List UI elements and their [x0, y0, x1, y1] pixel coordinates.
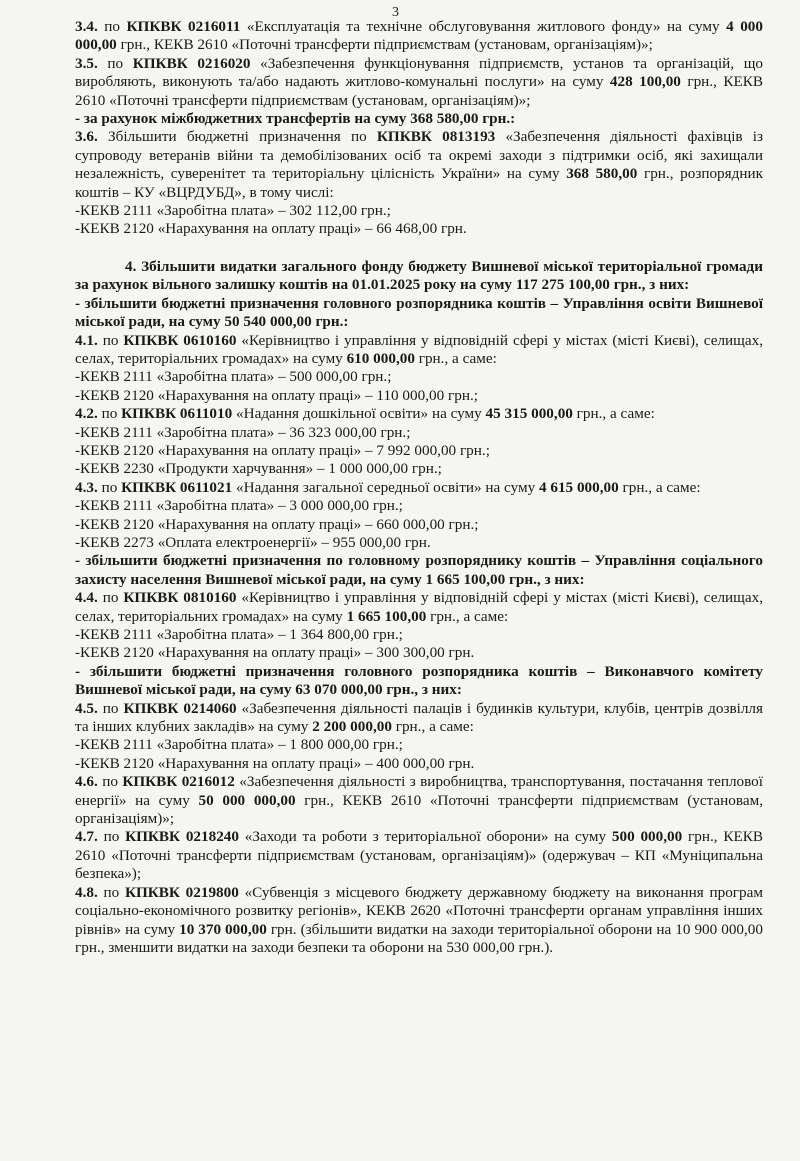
- paragraph: [75, 18, 763, 55]
- paragraph: [75, 368, 763, 386]
- text-run: по: [97, 828, 126, 846]
- paragraph: [75, 755, 763, 773]
- text-run: -КЕКВ 2111 «Заробітна плата» – 1 800 000,00 грн.;: [75, 736, 403, 754]
- bold-text: 4. Збільшити видатки загального фонду бюджету Вишневої міської територіальної громади за рахунок вільного залишку коштів на 01.01.2025 року на суму 117 275 100,00 грн., з них:: [75, 257, 763, 294]
- paragraph: [75, 128, 763, 202]
- text-run: «Забезпечення функціонування підприємств, установ та організацій, що виробляють, виконують та/або надають житлово-комунальні послуги» на суму: [75, 54, 763, 91]
- text-run: по: [97, 589, 124, 607]
- bold-text: КПКВК 0813193: [376, 128, 496, 146]
- text-run: «Надання загальної середньої освіти» на суму: [232, 478, 539, 496]
- bold-text: КПКВК 0214060: [123, 699, 237, 717]
- paragraph: [75, 387, 763, 405]
- paragraph: [75, 55, 763, 110]
- text-run: -КЕКВ 2120 «Нарахування на оплату праці» – 660 000,00 грн.;: [75, 515, 479, 533]
- bold-text: - збільшити бюджетні призначення головного розпорядника коштів – Виконавчого комітету Вишневої міської ради, на суму 63 070 000,00 грн., з них:: [75, 662, 763, 699]
- bold-text: КПКВК 0216020: [132, 54, 251, 72]
- paragraph: [75, 460, 763, 478]
- text-run: грн., а саме:: [572, 405, 655, 423]
- bold-text: 4.4.: [75, 589, 98, 607]
- bold-text: 428 100,00: [609, 73, 681, 91]
- paragraph: [75, 202, 763, 220]
- paragraph: [75, 552, 763, 589]
- bold-text: 2 200 000,00: [312, 718, 392, 736]
- text-run: по: [97, 405, 122, 423]
- paragraph: [75, 295, 763, 332]
- bold-text: 1 665 100,00: [346, 607, 427, 625]
- text-run: Збільшити бюджетні призначення по: [97, 128, 377, 146]
- bold-text: КПКВК 0611021: [121, 478, 233, 496]
- text-run: -КЕКВ 2273 «Оплата електроенергії» – 955 000,00 грн.: [75, 533, 431, 551]
- bold-text: 610 000,00: [346, 349, 415, 367]
- bold-text: 4.8.: [75, 883, 98, 901]
- text-run: -КЕКВ 2120 «Нарахування на оплату праці» – 66 468,00 грн.: [75, 220, 467, 238]
- text-run: -КЕКВ 2230 «Продукти харчування» – 1 000 000,00 грн.;: [75, 460, 442, 478]
- paragraph: [75, 405, 763, 423]
- bold-text: 4.2.: [75, 405, 98, 423]
- document-body: [75, 18, 763, 957]
- bold-text: 10 370 000,00: [179, 920, 267, 938]
- bold-text: 3.5.: [75, 54, 98, 72]
- bold-text: 50 000 000,00: [198, 791, 296, 809]
- text-run: грн., а саме:: [414, 349, 497, 367]
- text-run: -КЕКВ 2120 «Нарахування на оплату праці» – 110 000,00 грн.;: [75, 386, 478, 404]
- bold-text: 4.1.: [75, 331, 98, 349]
- paragraph: [75, 258, 763, 295]
- text-run: по: [97, 18, 127, 35]
- paragraph: [75, 442, 763, 460]
- text-run: грн. (збільшити видатки на заходи територіальної оборони на 10 900 000,00 грн., зменшити видатки на заходи безпеки та оборони на 530 000,00 грн.).: [75, 920, 763, 956]
- paragraph: [75, 626, 763, 644]
- bold-text: 4 000 000,00: [75, 18, 763, 54]
- text-run: грн., а саме:: [426, 607, 509, 625]
- bold-text: 368 580,00: [566, 165, 638, 183]
- text-run: грн., КЕКВ 2610 «Поточні трансферти підприємствам (установам, організаціям)»;: [75, 791, 763, 828]
- text-run: -КЕКВ 2111 «Заробітна плата» – 36 323 000,00 грн.;: [75, 423, 411, 441]
- text-run: -КЕКВ 2111 «Заробітна плата» – 1 364 800,00 грн.;: [75, 626, 403, 643]
- text-run: -КЕКВ 2111 «Заробітна плата» – 3 000 000,00 грн.;: [75, 497, 403, 515]
- paragraph: [75, 828, 763, 883]
- bold-text: КПКВК 0216012: [122, 773, 235, 791]
- text-run: «Заходи та роботи з територіальної оборони» на суму: [239, 828, 612, 846]
- text-run: по: [97, 773, 123, 791]
- text-run: «Експлуатація та технічне обслуговування житлового фонду» на суму: [240, 18, 727, 35]
- paragraph: [75, 773, 763, 828]
- text-run: «Субвенція з місцевого бюджету державному бюджету на виконання програм соціально-економічного розвитку регіонів», КЕКВ 2620 «Поточні трансферти органам управління інших рівнів» на суму: [75, 883, 763, 938]
- bold-text: 3.4.: [75, 18, 98, 35]
- text-run: по: [97, 699, 124, 717]
- text-run: «Забезпечення діяльності палаців і будинків культури, клубів, центрів дозвілля та інших клубних закладів» на суму: [75, 699, 763, 736]
- text-run: «Керівництво і управління у відповідній сфері у містах (місті Києві), селищах, селах, територіальних громадах» на суму: [75, 331, 763, 367]
- paragraph: [75, 736, 763, 754]
- bold-text: КПКВК 0810160: [123, 589, 237, 607]
- text-run: -КЕКВ 2111 «Заробітна плата» – 302 112,00 грн.;: [75, 202, 391, 220]
- text-run: «Надання дошкільної освіти» на суму: [232, 405, 486, 423]
- bold-text: КПКВК 0611010: [121, 405, 233, 423]
- text-run: «Забезпечення діяльності фахівців із супроводу ветеранів війни та демобілізованих осіб та окремі заходи з підтримки осіб, які захищали незалежність, суверенітет та територіальну цілісність України» на суму: [75, 128, 763, 183]
- paragraph: [75, 220, 763, 238]
- bold-text: - збільшити бюджетні призначення головного розпорядника коштів – Управління освіти Вишневої міської ради, на суму 50 540 000,00 грн.:: [75, 294, 763, 331]
- text-run: по: [97, 54, 133, 72]
- bold-text: 4.3.: [75, 478, 98, 496]
- paragraph: [75, 534, 763, 552]
- text-run: грн., а саме:: [391, 718, 474, 736]
- bold-text: КПКВК 0219800: [124, 883, 239, 901]
- bold-text: 4.5.: [75, 699, 98, 717]
- paragraph: [75, 644, 763, 662]
- text-run: грн., КЕКВ 2610 «Поточні трансферти підприємствам (установам, організаціям)»;: [75, 73, 763, 109]
- paragraph: [75, 700, 763, 737]
- paragraph: [75, 589, 763, 626]
- text-run: по: [97, 478, 122, 496]
- bold-text: - за рахунок міжбюджетних трансфертів на суму 368 580,00 грн.:: [75, 110, 516, 128]
- text-run: грн., а саме:: [618, 478, 701, 496]
- text-run: -КЕКВ 2120 «Нарахування на оплату праці» – 400 000,00 грн.: [75, 754, 475, 772]
- text-run: -КЕКВ 2120 «Нарахування на оплату праці» – 300 300,00 грн.: [75, 644, 475, 662]
- text-run: «Керівництво і управління у відповідній сфері у містах (місті Києві), селищах, селах, територіальних громадах» на суму: [75, 589, 763, 625]
- page-number: 3: [392, 5, 399, 20]
- paragraph: [75, 479, 763, 497]
- text-run: по: [97, 883, 125, 901]
- bold-text: 4.7.: [75, 828, 98, 846]
- bold-text: - збільшити бюджетні призначення по головному розпоряднику коштів – Управління соціального захисту населення Вишневої міської ради, на суму 1 665 100,00 грн., з них:: [75, 552, 763, 588]
- paragraph: [75, 516, 763, 534]
- text-run: грн., КЕКВ 2610 «Поточні трансферти підприємствам (установам, організаціям)»;: [116, 36, 653, 54]
- bold-text: 45 315 000,00: [485, 405, 573, 423]
- bold-text: 3.6.: [75, 128, 98, 146]
- bold-text: 500 000,00: [611, 828, 683, 846]
- paragraph: [75, 497, 763, 515]
- bold-text: 4 615 000,00: [538, 478, 619, 496]
- paragraph: [75, 332, 763, 369]
- text-run: -КЕКВ 2120 «Нарахування на оплату праці» – 7 992 000,00 грн.;: [75, 441, 490, 459]
- text-run: грн., розпорядник коштів – КУ «ВЦРДУБД», в тому числі:: [75, 165, 763, 201]
- paragraph: [75, 663, 763, 700]
- text-run: «Забезпечення діяльності з виробництва, транспортування, постачання теплової енергії» на суму: [75, 773, 763, 809]
- bold-text: КПКВК 0218240: [125, 828, 239, 846]
- paragraph: [75, 110, 763, 128]
- text-run: -КЕКВ 2111 «Заробітна плата» – 500 000,00 грн.;: [75, 368, 392, 386]
- bold-text: 4.6.: [75, 773, 98, 791]
- text-run: по: [97, 331, 124, 349]
- bold-text: КПКВК 0216011: [126, 18, 241, 35]
- text-run: грн., КЕКВ 2610 «Поточні трансферти підприємствам (установам, організаціям)» (одержувач – КП «Муніципальна безпека»);: [75, 828, 764, 883]
- bold-text: КПКВК 0610160: [123, 331, 237, 349]
- paragraph: [75, 884, 763, 958]
- paragraph: [75, 424, 763, 442]
- paragraph-spacer: [75, 239, 763, 258]
